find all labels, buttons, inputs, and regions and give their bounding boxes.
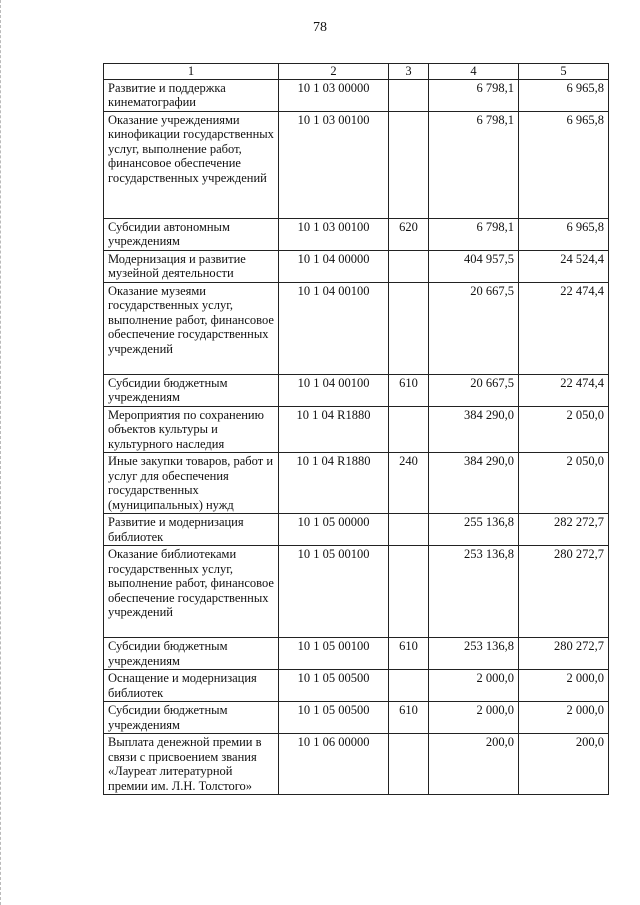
row-name-cell: Субсидии бюджетным учреждениям <box>104 374 279 406</box>
table-row <box>104 670 609 702</box>
table-row <box>104 374 609 406</box>
row-name-cell: Субсидии автономным учреждениям <box>104 218 279 250</box>
column-header-4: 4 <box>429 64 519 80</box>
table-row <box>104 79 609 111</box>
table-row <box>104 250 609 282</box>
row-code-cell: 10 1 05 00000 <box>279 514 389 546</box>
row-type-cell: 240 <box>389 453 429 514</box>
row-code-cell: 10 1 05 00100 <box>279 638 389 670</box>
row-value-2-cell: 200,0 <box>519 734 609 795</box>
row-type-cell <box>389 670 429 702</box>
row-code-cell: 10 1 05 00500 <box>279 670 389 702</box>
row-value-2-cell: 2 050,0 <box>519 453 609 514</box>
row-type-cell <box>389 282 429 374</box>
row-value-2-cell: 2 050,0 <box>519 406 609 453</box>
row-name-cell: Развитие и поддержка кинематографии <box>104 79 279 111</box>
table-row <box>104 734 609 795</box>
table-row <box>104 638 609 670</box>
row-code-cell: 10 1 05 00500 <box>279 702 389 734</box>
row-type-cell: 610 <box>389 638 429 670</box>
row-value-1-cell: 404 957,5 <box>429 250 519 282</box>
row-name-cell: Оказание музеями государственных услуг, выполнение работ, финансовое обеспечение государственных учреждений <box>104 282 279 374</box>
row-type-cell <box>389 111 429 218</box>
row-name-cell: Субсидии бюджетным учреждениям <box>104 702 279 734</box>
row-name-cell: Оснащение и модернизация библиотек <box>104 670 279 702</box>
table-row <box>104 702 609 734</box>
row-code-cell: 10 1 04 R1880 <box>279 453 389 514</box>
row-type-cell: 610 <box>389 702 429 734</box>
column-header-5: 5 <box>519 64 609 80</box>
row-value-2-cell: 22 474,4 <box>519 374 609 406</box>
column-header-3: 3 <box>389 64 429 80</box>
row-code-cell: 10 1 04 00100 <box>279 374 389 406</box>
row-code-cell: 10 1 03 00100 <box>279 218 389 250</box>
row-name-cell: Иные закупки товаров, работ и услуг для обеспечения государственных (муниципальных) нужд <box>104 453 279 514</box>
row-type-cell <box>389 250 429 282</box>
row-name-cell: Субсидии бюджетным учреждениям <box>104 638 279 670</box>
row-code-cell: 10 1 06 00000 <box>279 734 389 795</box>
table-row <box>104 546 609 638</box>
row-value-1-cell: 2 000,0 <box>429 670 519 702</box>
row-value-2-cell: 6 965,8 <box>519 111 609 218</box>
row-code-cell: 10 1 03 00000 <box>279 79 389 111</box>
row-name-cell: Развитие и модернизация библиотек <box>104 514 279 546</box>
row-type-cell <box>389 734 429 795</box>
row-value-1-cell: 200,0 <box>429 734 519 795</box>
row-type-cell <box>389 79 429 111</box>
table-row <box>104 282 609 374</box>
row-value-1-cell: 20 667,5 <box>429 374 519 406</box>
row-code-cell: 10 1 03 00100 <box>279 111 389 218</box>
row-value-2-cell: 24 524,4 <box>519 250 609 282</box>
row-value-1-cell: 6 798,1 <box>429 79 519 111</box>
row-value-1-cell: 20 667,5 <box>429 282 519 374</box>
table-row <box>104 453 609 514</box>
row-value-1-cell: 6 798,1 <box>429 111 519 218</box>
row-value-1-cell: 253 136,8 <box>429 546 519 638</box>
row-value-1-cell: 253 136,8 <box>429 638 519 670</box>
column-header-2: 2 <box>279 64 389 80</box>
table-row <box>104 218 609 250</box>
budget-table <box>103 63 609 795</box>
row-name-cell: Мероприятия по сохранению объектов культуры и культурного наследия <box>104 406 279 453</box>
table-row <box>104 111 609 218</box>
table-row <box>104 406 609 453</box>
row-name-cell: Оказание библиотеками государственных услуг, выполнение работ, финансовое обеспечение государственных учреждений <box>104 546 279 638</box>
row-name-cell: Оказание учреждениями кинофикации государственных услуг, выполнение работ, финансовое обеспечение государственных учреждений <box>104 111 279 218</box>
row-type-cell <box>389 546 429 638</box>
table-row <box>104 514 609 546</box>
column-header-1: 1 <box>104 64 279 80</box>
row-name-cell: Модернизация и развитие музейной деятельности <box>104 250 279 282</box>
page-number: 78 <box>313 20 327 35</box>
row-type-cell <box>389 406 429 453</box>
row-value-1-cell: 255 136,8 <box>429 514 519 546</box>
row-code-cell: 10 1 04 R1880 <box>279 406 389 453</box>
row-value-2-cell: 2 000,0 <box>519 702 609 734</box>
row-value-2-cell: 2 000,0 <box>519 670 609 702</box>
row-value-2-cell: 6 965,8 <box>519 79 609 111</box>
row-value-1-cell: 384 290,0 <box>429 453 519 514</box>
row-type-cell: 610 <box>389 374 429 406</box>
table-header-row <box>104 64 609 80</box>
row-value-1-cell: 6 798,1 <box>429 218 519 250</box>
row-value-2-cell: 282 272,7 <box>519 514 609 546</box>
row-value-2-cell: 6 965,8 <box>519 218 609 250</box>
row-value-2-cell: 280 272,7 <box>519 638 609 670</box>
row-code-cell: 10 1 04 00100 <box>279 282 389 374</box>
row-value-1-cell: 2 000,0 <box>429 702 519 734</box>
row-name-cell: Выплата денежной премии в связи с присвоением звания «Лауреат литературной премии им. Л.Н. Толстого» <box>104 734 279 795</box>
row-type-cell: 620 <box>389 218 429 250</box>
row-value-2-cell: 22 474,4 <box>519 282 609 374</box>
row-code-cell: 10 1 05 00100 <box>279 546 389 638</box>
row-value-2-cell: 280 272,7 <box>519 546 609 638</box>
row-code-cell: 10 1 04 00000 <box>279 250 389 282</box>
row-value-1-cell: 384 290,0 <box>429 406 519 453</box>
scan-margin-line <box>0 0 3 905</box>
row-type-cell <box>389 514 429 546</box>
